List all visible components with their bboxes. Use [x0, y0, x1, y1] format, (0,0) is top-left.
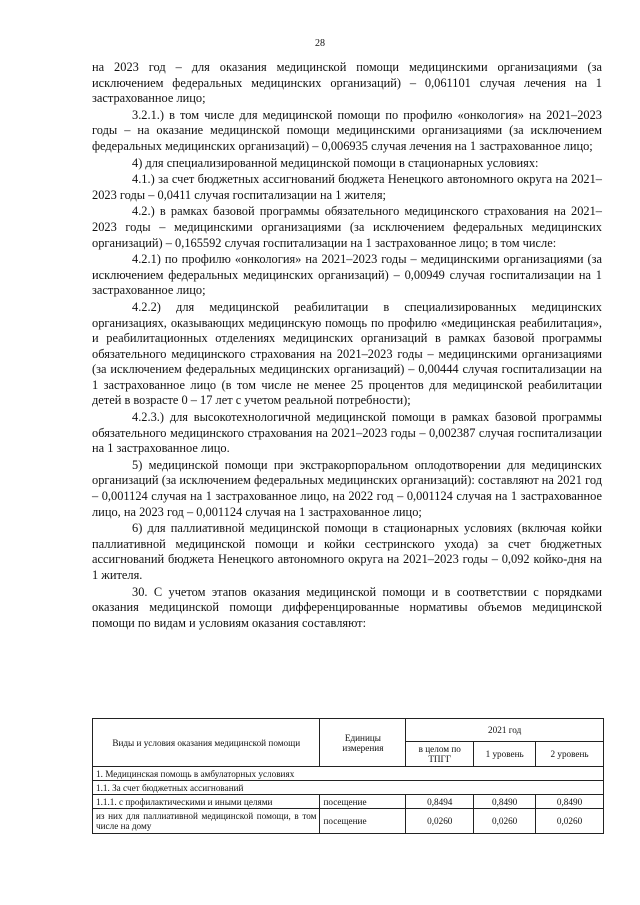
table-row — [93, 795, 604, 809]
section-ambulatory: 1. Медицинская помощь в амбулаторных условиях — [93, 767, 604, 781]
section-budget: 1.1. За счет бюджетных ассигнований — [93, 781, 604, 795]
row-level-2: 0,8490 — [536, 795, 604, 809]
paragraph-4: 4) для специализированной медицинской помощи в стационарных условиях: — [132, 155, 539, 170]
row-total: 0,8494 — [406, 795, 474, 809]
row-unit: посещение — [320, 795, 406, 809]
paragraph-4-2-2: 4.2.2) для медицинской реабилитации в специализированных медицинских организациях, оказывающих медицинскую помощь по профилю «медицинская реабилитация», и реабилитационных отделениях медицинских организаций в рамках базовой программы обязательного медицинского страхования на 2021–2023 годы – медицинскими организациями (за исключением федеральных медицинских организаций) – 0,00444 случая госпитализации на 1 застрахованное лицо (в том числе не менее 25 процентов для медицинской реабилитации детей в возрасте 0 – 17 лет с учетом реальной потребности); — [92, 299, 602, 408]
row-level-1: 0,0260 — [474, 809, 536, 834]
table-row — [93, 809, 604, 834]
page-number: 28 — [315, 38, 325, 49]
row-level-2: 0,0260 — [536, 809, 604, 834]
row-unit: посещение — [320, 809, 406, 834]
row-name: 1.1.1. с профилактическими и иными целями — [93, 795, 320, 809]
header-kind: Виды и условия оказания медицинской помощи — [93, 719, 320, 767]
paragraph-4-2: 4.2.) в рамках базовой программы обязательного медицинского страхования на 2021–2023 годы – медицинскими организациями (за исключением федеральных медицинских организаций) – 0,165592 случая госпитализации на 1 застрахованное лицо; в том числе: — [92, 204, 602, 250]
paragraph-4-2-3: 4.2.3.) для высокотехнологичной медицинской помощи в рамках базовой программы обязательного медицинского страхования на 2021–2023 годы – 0,002387 случая госпитализации на 1 застрахованное лицо. — [92, 410, 602, 456]
paragraph-30: 30. С учетом этапов оказания медицинской помощи и в соответствии с порядками оказания медицинской помощи дифференцированные нормативы объемов медицинской помощи по видам и условиям оказания составляют: — [92, 584, 602, 630]
document-body — [92, 60, 602, 632]
paragraph-3-2-1: 3.2.1.) в том числе для медицинской помощи по профилю «онкология» на 2021–2023 годы – на оказание медицинской помощи медицинскими организациями (за исключением федеральных медицинских организаций) – 0,006935 случая лечения на 1 застрахованное лицо; — [92, 107, 602, 153]
paragraph-6: 6) для паллиативной медицинской помощи в стационарных условиях (включая койки паллиативной медицинской помощи и койки сестринского ухода) за счет бюджетных ассигнований бюджета Ненецкого автономного округа на 2021–2023 годы – 0,092 койко-дня на 1 жителя. — [92, 521, 602, 582]
paragraph-5: 5) медицинской помощи при экстракорпоральном оплодотворении для медицинских организаций (за исключением федеральных медицинских организаций): составляют на 2021 год – 0,001124 случая на 1 застрахованное лицо, на 2022 год – 0,001124 случая на 1 застрахованное лицо, на 2023 год – 0,001124 случая на 1 застрахованное лицо; — [92, 457, 602, 519]
header-level-1: 1 уровень — [474, 742, 536, 767]
norms-table — [92, 718, 604, 834]
row-total: 0,0260 — [406, 809, 474, 834]
paragraph-4-1: 4.1.) за счет бюджетных ассигнований бюджета Ненецкого автономного округа на 2021–2023 годы – 0,0411 случая госпитализации на 1 жителя; — [92, 172, 602, 202]
header-unit: Единицы измерения — [320, 719, 406, 767]
header-level-2: 2 уровень — [536, 742, 604, 767]
paragraph-continuation: на 2023 год – для оказания медицинской помощи медицинскими организациями (за исключением федеральных медицинских организаций) – 0,061101 случая лечения на 1 застрахованное лицо; — [92, 60, 602, 106]
header-total: в целом по ТПГГ — [406, 742, 474, 767]
header-year: 2021 год — [406, 719, 604, 742]
row-level-1: 0,8490 — [474, 795, 536, 809]
row-name: из них для паллиативной медицинской помощи, в том числе на дому — [93, 809, 320, 834]
paragraph-4-2-1: 4.2.1) по профилю «онкология» на 2021–2023 годы – медицинскими организациями (за исключением федеральных медицинских организаций) – 0,00949 случая госпитализации на 1 застрахованное лицо; — [92, 252, 602, 298]
